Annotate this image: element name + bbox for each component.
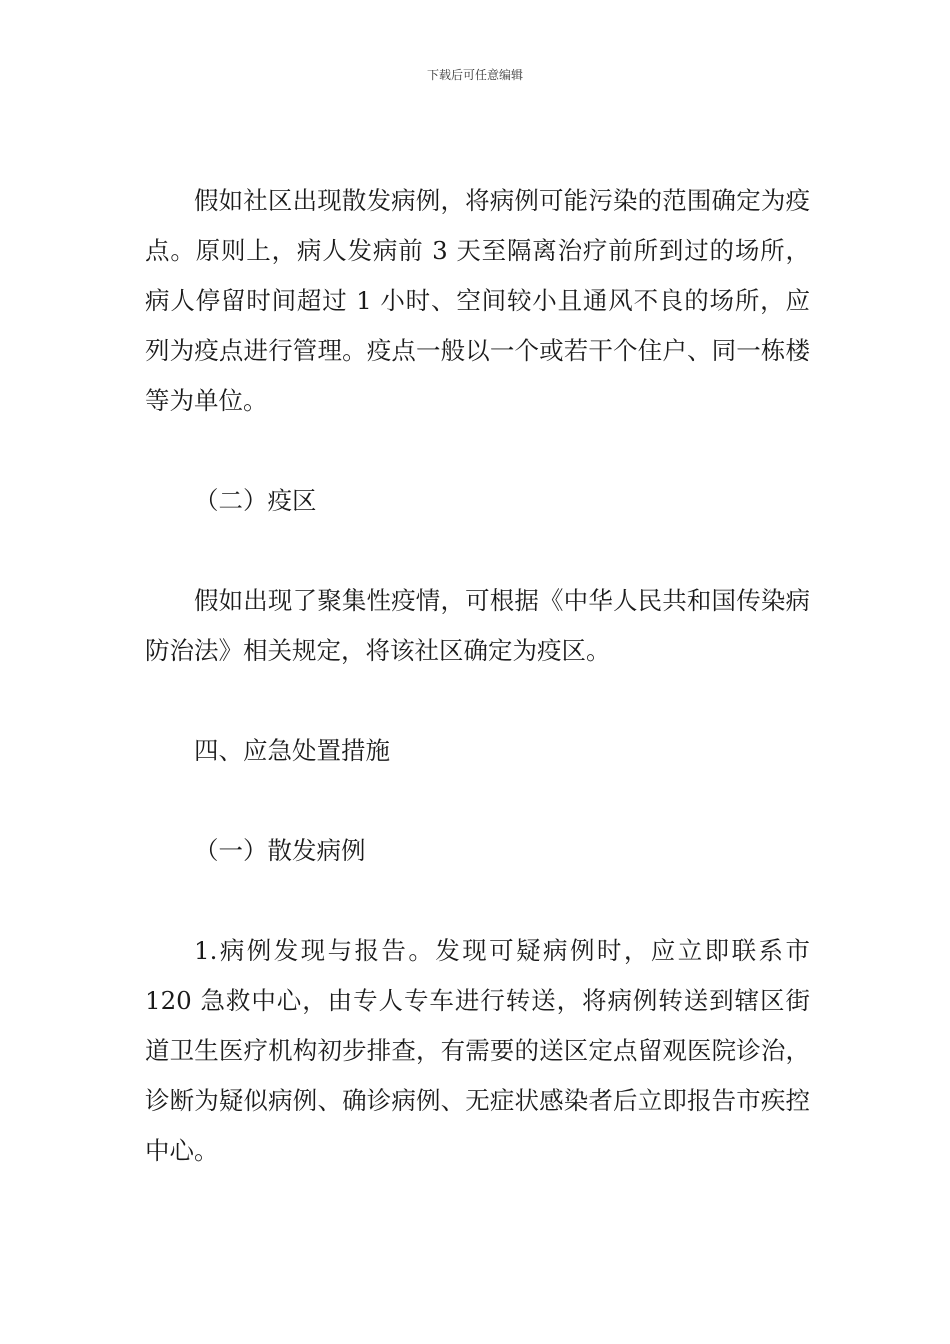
document-body	[145, 176, 810, 1176]
heading-epidemic-area: （二）疫区	[194, 486, 317, 515]
paragraph-epidemic-area: 假如出现了聚集性疫情，可根据《中华人民共和国传染病防治法》相关规定，将该社区确定为疫区。	[145, 586, 810, 665]
paragraph-epidemic-point: 假如社区出现散发病例，将病例可能污染的范围确定为疫点。原则上，病人发病前 3 天至隔离治疗前所到过的场所，病人停留时间超过 1 小时、空间较小且通风不良的场所，应列为疫点进行管理。疫点一般以一个或若干个住户、同一栋楼等为单位。	[145, 186, 810, 415]
paragraph-case-reporting: 1.病例发现与报告。发现可疑病例时，应立即联系市 120 急救中心，由专人专车进行转送，将病例转送到辖区街道卫生医疗机构初步排查，有需要的送区定点留观医院诊治，诊断为疑似病例、确诊病例、无症状感染者后立即报告市疾控中心。	[145, 936, 810, 1165]
header-note: 下载后可任意编辑	[426, 68, 523, 82]
heading-sporadic-cases: （一）散发病例	[194, 836, 366, 865]
heading-emergency-measures: 四、应急处置措施	[194, 736, 390, 765]
